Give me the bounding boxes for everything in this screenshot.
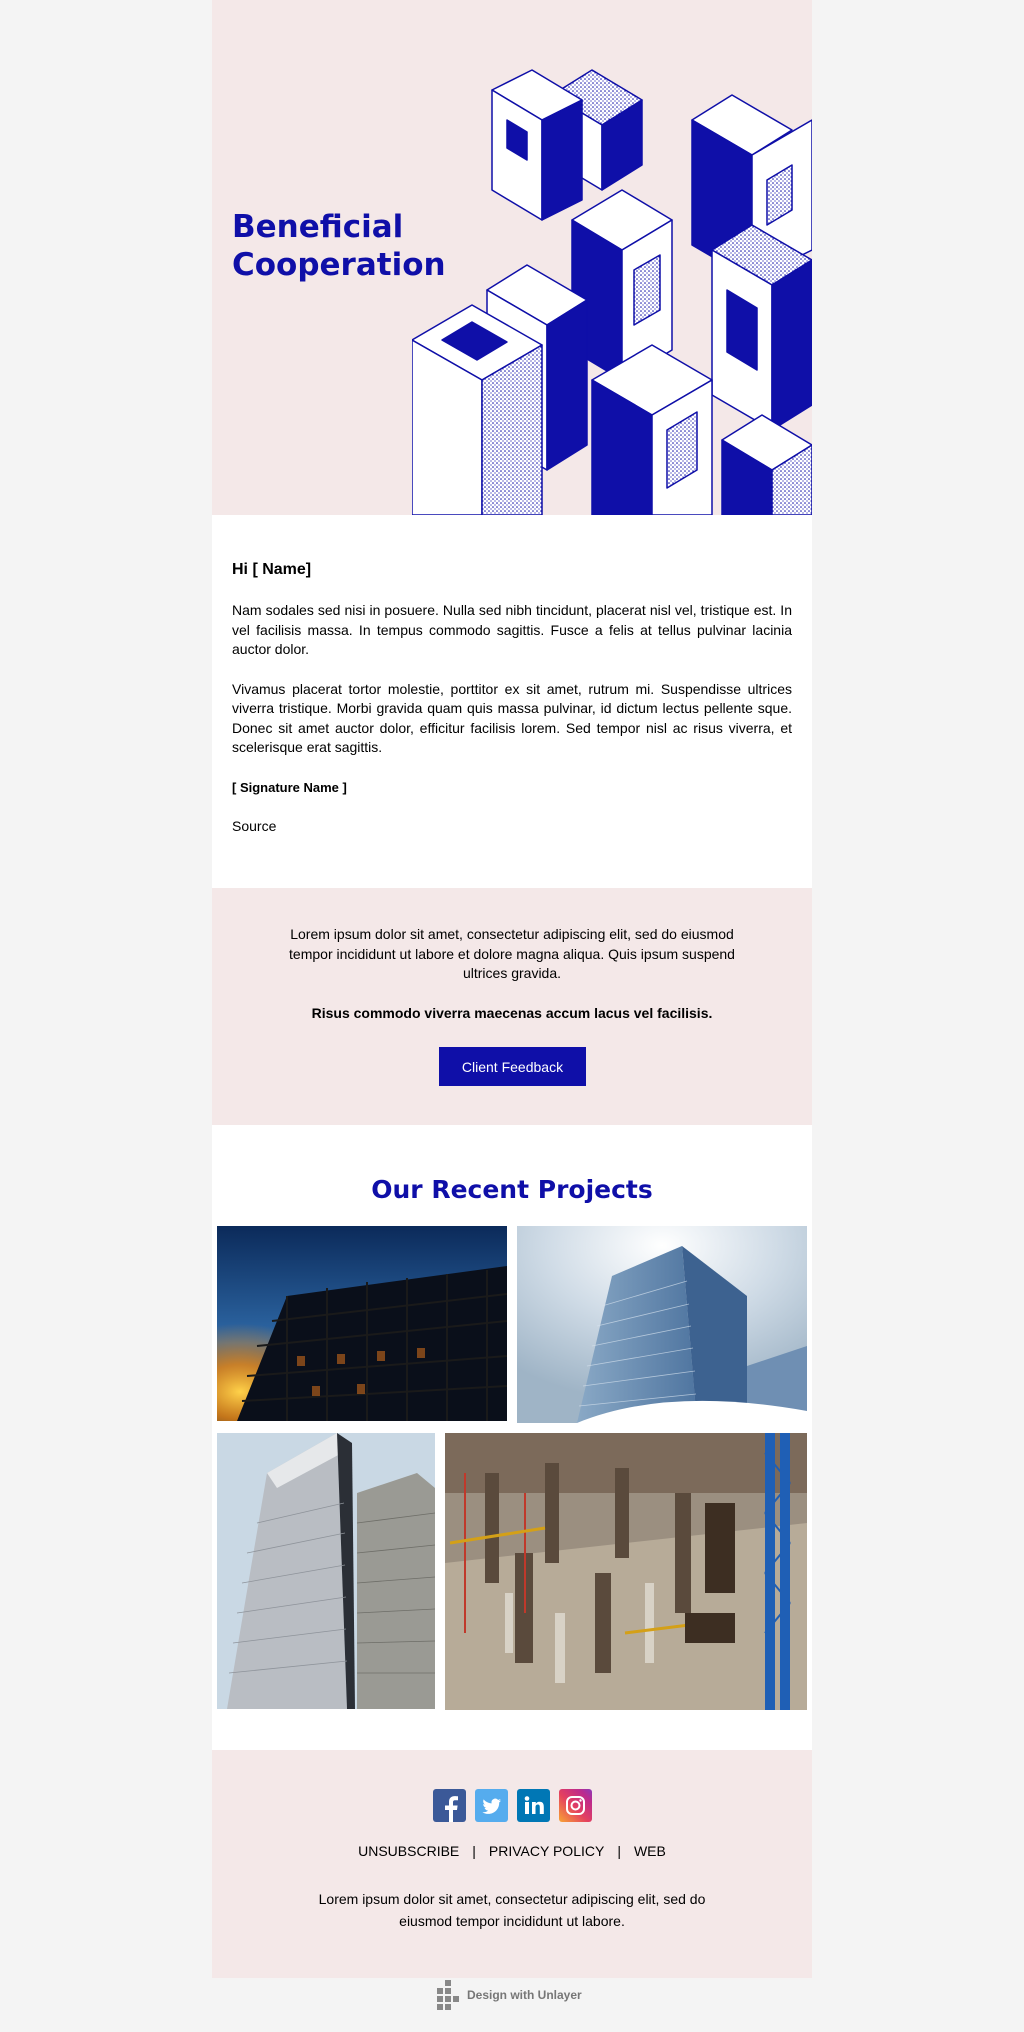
greeting: Hi [ Name]	[232, 561, 312, 578]
construction-site-image	[445, 1433, 807, 1710]
scaffolding-image	[217, 1226, 507, 1421]
unlayer-badge-label: Design with Unlayer	[467, 1988, 582, 2002]
projects-section	[212, 1125, 812, 1750]
twitter-icon[interactable]	[475, 1789, 508, 1822]
signature-name: [ Signature Name ]	[232, 779, 347, 795]
body-paragraph-1: Nam sodales sed nisi in posuere. Nulla sed nibh tincidunt, placerat nisl vel, tristique est. In vel facilisis massa. In tempus commodo sagittis. Fusce a felis at tellus pulvinar lacinia auctor dolor.	[232, 602, 792, 657]
letter-section	[212, 515, 812, 888]
cta-text: Lorem ipsum dolor sit amet, consectetur adipiscing elit, sed do eiusmod tempor incididunt ut labore et dolore magna aliqua. Quis ipsum suspend ultrices gravida.	[289, 926, 735, 981]
skyscrapers-image	[217, 1433, 435, 1709]
link-separator: |	[617, 1843, 621, 1859]
footer-links	[212, 1841, 812, 1861]
unlayer-badge[interactable]	[437, 1980, 582, 2010]
social-links	[433, 1789, 592, 1822]
client-feedback-button[interactable]: Client Feedback	[439, 1047, 586, 1086]
linkedin-icon[interactable]	[517, 1789, 550, 1822]
isometric-blocks-illustration	[412, 50, 812, 515]
unlayer-logo-icon	[437, 1980, 459, 2010]
project-photo-glass-tower[interactable]	[517, 1226, 807, 1423]
hero-section	[212, 0, 812, 515]
email-container	[212, 0, 812, 1978]
facebook-icon[interactable]	[433, 1789, 466, 1822]
source-line: Source	[232, 817, 277, 834]
web-link[interactable]: WEB	[633, 1843, 666, 1859]
body-paragraph-2: Vivamus placerat tortor molestie, porttitor ex sit amet, rutrum mi. Suspendisse ultrices viverra tristique. Morbi gravida quam quis massa pulvinar, id dictum lectus pellente sque. Donec sit amet auctor dolor, efficitur facilisis lorem. Sed tempor nisl ac risus viverra, et scelerisque erat sagittis.	[232, 680, 792, 755]
glass-tower-image	[517, 1226, 807, 1423]
cta-bold-text: Risus commodo viverra maecenas accum lacus vel facilisis.	[311, 1005, 713, 1021]
footer-text: Lorem ipsum dolor sit amet, consectetur adipiscing elit, sed do eiusmod tempor incididunt ut labore.	[318, 1891, 706, 1929]
unsubscribe-link[interactable]: UNSUBSCRIBE	[358, 1843, 460, 1859]
project-photo-scaffolding[interactable]	[217, 1226, 507, 1421]
hero-title: Beneficial Cooperation	[232, 209, 446, 283]
project-photo-skyscrapers[interactable]	[217, 1433, 435, 1709]
projects-title: Our Recent Projects	[371, 1175, 653, 1204]
link-separator: |	[472, 1843, 476, 1859]
cta-section	[212, 888, 812, 1125]
instagram-icon[interactable]	[559, 1789, 592, 1822]
privacy-policy-link[interactable]: PRIVACY POLICY	[488, 1843, 605, 1859]
footer-section	[212, 1750, 812, 1978]
project-photo-construction-site[interactable]	[445, 1433, 807, 1710]
